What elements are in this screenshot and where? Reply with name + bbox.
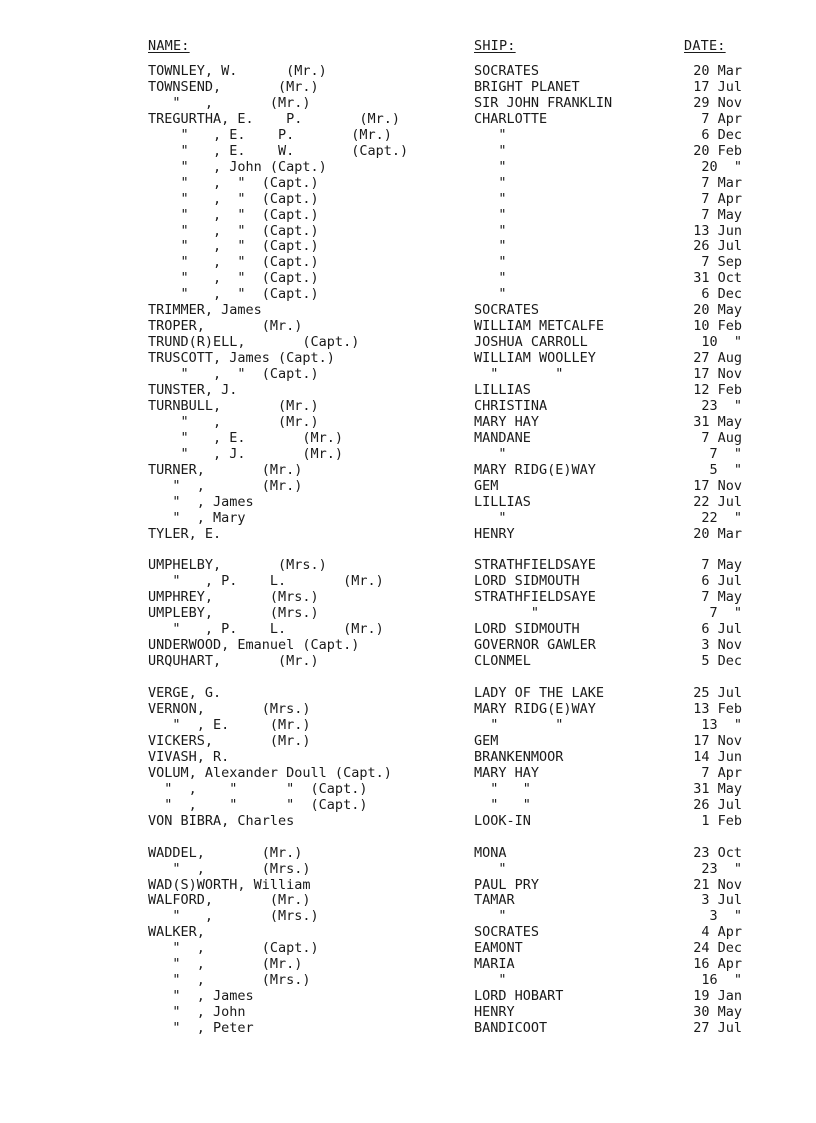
entry-date: 7 Sep [701, 254, 742, 271]
entry-ship: " [474, 605, 540, 622]
entry-ship: SOCRATES [474, 63, 540, 79]
entry-ship: HENRY [474, 1004, 515, 1021]
column-header-date: DATE: [684, 38, 726, 54]
entry-date: 21 Nov [693, 876, 742, 893]
entry-date: 7 May [701, 589, 742, 606]
entry-date: 7 Apr [701, 764, 742, 781]
entry-date: 12 Feb [693, 382, 742, 398]
entry-date: 20 Feb [693, 142, 742, 159]
table-row [0, 733, 816, 749]
entry-ship: " [474, 190, 507, 207]
entry-name: " , (Mrs.) [148, 860, 311, 877]
table-row [0, 430, 816, 446]
entry-date: 5 Dec [701, 653, 742, 670]
entry-ship: LADY OF THE LAKE [474, 685, 605, 702]
entry-ship: LORD HOBART [474, 988, 564, 1005]
entry-date: 6 Jul [701, 621, 742, 638]
entry-name: UMPLEBY, (Mrs.) [148, 605, 319, 622]
entry-ship: PAUL PRY [474, 876, 540, 893]
table-row [0, 414, 816, 430]
entry-name: " , " (Capt.) [148, 206, 319, 223]
column-header-ship: SHIP: [474, 38, 516, 54]
entry-date: 6 Jul [701, 573, 742, 590]
entry-ship: " [474, 908, 507, 925]
table-row [0, 318, 816, 334]
entry-ship: CHARLOTTE [474, 110, 548, 127]
entry-date: 7 Mar [701, 174, 742, 191]
table-row [0, 270, 816, 286]
entry-name: " , Mary [148, 509, 246, 526]
entry-date: 22 " [701, 509, 742, 526]
table-row [0, 749, 816, 765]
entry-ship: WILLIAM METCALFE [474, 318, 605, 335]
entry-name: WALKER, [148, 924, 205, 941]
entry-ship: BRIGHT PLANET [474, 79, 580, 95]
entry-ship: LOOK-IN [474, 812, 531, 829]
entry-ship: " " [474, 717, 564, 733]
entry-name: TURNBULL, (Mr.) [148, 397, 319, 414]
entry-name: WADDEL, (Mr.) [148, 844, 303, 861]
table-row [0, 988, 816, 1004]
entry-ship: MARY HAY [474, 413, 540, 430]
entry-date: 3 Jul [701, 892, 742, 909]
entry-name: UMPHREY, (Mrs.) [148, 589, 319, 606]
entry-date: 26 Jul [693, 238, 742, 255]
entry-ship: SOCRATES [474, 924, 540, 941]
entry-ship: " [474, 972, 507, 989]
entry-name: " , Peter [148, 1020, 254, 1036]
entry-ship: " [474, 174, 507, 191]
entry-name: TUNSTER, J. [148, 382, 238, 398]
table-row [0, 924, 816, 940]
entry-ship: " [474, 860, 507, 877]
entry-name: " , (Mrs.) [148, 972, 311, 989]
table-row [0, 79, 816, 95]
entry-date: 7 Aug [701, 429, 742, 446]
table-row [0, 238, 816, 254]
entry-name: " , J. (Mr.) [148, 445, 344, 462]
entry-date: 7 May [701, 557, 742, 574]
table-row [0, 159, 816, 175]
entry-ship: " [474, 286, 507, 303]
entry-date: 10 Feb [693, 318, 742, 335]
entry-name: " , (Mr.) [148, 94, 311, 111]
entry-date: 17 Nov [693, 366, 742, 382]
table-row [0, 175, 816, 191]
table-row [0, 717, 816, 733]
table-row [0, 111, 816, 127]
table-row [0, 191, 816, 207]
entry-ship: " " [474, 366, 564, 382]
entry-name: VIVASH, R. [148, 748, 230, 765]
table-row [0, 143, 816, 159]
entry-date: 20 " [701, 158, 742, 175]
entry-ship: SIR JOHN FRANKLIN [474, 94, 613, 111]
entry-ship: TAMAR [474, 892, 515, 909]
entry-date: 23 " [701, 860, 742, 877]
entry-date: 7 " [709, 445, 742, 462]
entry-name: " , John (Capt.) [148, 158, 327, 175]
entry-date: 5 " [709, 461, 742, 478]
entry-name: TRIMMER, James [148, 302, 262, 319]
entry-date: 31 May [693, 413, 742, 430]
entry-name: TURNER, (Mr.) [148, 461, 303, 478]
table-row [0, 494, 816, 510]
entry-ship: LORD SIDMOUTH [474, 573, 580, 590]
table-row [0, 797, 816, 813]
entry-date: 16 " [701, 972, 742, 989]
table-row [0, 908, 816, 924]
entry-date: 3 Nov [701, 637, 742, 654]
entry-ship: " [474, 142, 507, 159]
entry-ship: LILLIAS [474, 493, 531, 510]
table-row [0, 956, 816, 972]
entry-name: " , (Mr.) [148, 477, 303, 494]
table-row [0, 637, 816, 653]
entry-date: 26 Jul [693, 796, 742, 813]
entry-date: 22 Jul [693, 493, 742, 510]
entry-ship: " [474, 238, 507, 255]
entry-date: 7 Apr [701, 190, 742, 207]
entry-name: TROPER, (Mr.) [148, 318, 303, 335]
entry-date: 6 Dec [701, 126, 742, 143]
entry-ship: " [474, 126, 507, 143]
entry-date: 7 " [709, 605, 742, 622]
entry-name: " , (Mr.) [148, 413, 319, 430]
entry-ship: LORD SIDMOUTH [474, 621, 580, 638]
entry-date: 13 Jun [693, 222, 742, 239]
entry-ship: " [474, 254, 507, 271]
table-row [0, 557, 816, 573]
entry-date: 16 Apr [693, 956, 742, 973]
table-row [0, 398, 816, 414]
entry-name: " , " (Capt.) [148, 190, 319, 207]
table-row [0, 127, 816, 143]
entry-ship: CLONMEL [474, 653, 531, 670]
entry-ship: MARIA [474, 956, 515, 973]
entry-date: 17 Nov [693, 732, 742, 749]
entry-ship: " [474, 206, 507, 223]
table-row [0, 462, 816, 478]
entry-date: 30 May [693, 1004, 742, 1021]
table-row [0, 1004, 816, 1020]
entry-name: TRUND(R)ELL, (Capt.) [148, 334, 360, 351]
table-row [0, 223, 816, 239]
table-row [0, 940, 816, 956]
entry-name: " , " " (Capt.) [148, 796, 368, 813]
entry-name: UMPHELBY, (Mrs.) [148, 557, 327, 574]
entry-name: " , " (Capt.) [148, 254, 319, 271]
table-row [0, 972, 816, 988]
table-row [0, 781, 816, 797]
entry-name: VERGE, G. [148, 685, 222, 702]
entry-date: 31 May [693, 780, 742, 797]
entry-name: TOWNSEND, (Mr.) [148, 79, 319, 95]
table-row [0, 653, 816, 669]
table-row [0, 478, 816, 494]
entry-name: " , P. L. (Mr.) [148, 621, 384, 638]
entry-name: WALFORD, (Mr.) [148, 892, 311, 909]
entry-ship: MARY RIDG(E)WAY [474, 461, 596, 478]
entry-name: VICKERS, (Mr.) [148, 732, 311, 749]
entry-ship: SOCRATES [474, 302, 540, 319]
entry-date: 19 Jan [693, 988, 742, 1005]
table-row [0, 382, 816, 398]
entry-date: 27 Aug [693, 350, 742, 367]
entry-name: " , " (Capt.) [148, 270, 319, 287]
entry-ship: MONA [474, 844, 507, 861]
entry-name: " , " (Capt.) [148, 286, 319, 303]
entry-name: " , " (Capt.) [148, 222, 319, 239]
table-row [0, 366, 816, 382]
table-row [0, 685, 816, 701]
entry-date: 17 Jul [693, 79, 742, 95]
entry-date: 17 Nov [693, 477, 742, 494]
entry-name: " , (Capt.) [148, 940, 319, 957]
entry-date: 29 Nov [693, 94, 742, 111]
table-row [0, 95, 816, 111]
table-row [0, 254, 816, 270]
entry-date: 7 May [701, 206, 742, 223]
entry-ship: MARY HAY [474, 764, 540, 781]
entry-ship: CHRISTINA [474, 397, 548, 414]
table-row [0, 813, 816, 829]
entry-ship: GOVERNOR GAWLER [474, 637, 596, 654]
entry-ship: " [474, 270, 507, 287]
table-row [0, 589, 816, 605]
table-row [0, 621, 816, 637]
entry-name: " , John [148, 1004, 246, 1021]
entry-name: " , (Mrs.) [148, 908, 319, 925]
entry-date: 10 " [701, 334, 742, 351]
table-row [0, 63, 816, 79]
entry-date: 27 Jul [693, 1020, 742, 1036]
entry-name: TOWNLEY, W. (Mr.) [148, 63, 327, 79]
entry-ship: BANDICOOT [474, 1020, 548, 1036]
table-row [0, 207, 816, 223]
entry-name: WAD(S)WORTH, William [148, 876, 311, 893]
entry-ship: GEM [474, 732, 499, 749]
entry-ship: " [474, 509, 507, 526]
entry-ship: MANDANE [474, 429, 531, 446]
entry-ship: EAMONT [474, 940, 523, 957]
entry-ship: MARY RIDG(E)WAY [474, 701, 596, 717]
entry-date: 24 Dec [693, 940, 742, 957]
entry-name: " , " (Capt.) [148, 366, 319, 382]
table-row [0, 845, 816, 861]
entry-name: " , E. W. (Capt.) [148, 142, 409, 159]
table-row [0, 765, 816, 781]
entry-name: TREGURTHA, E. P. (Mr.) [148, 110, 400, 127]
entry-date: 20 Mar [693, 63, 742, 79]
entry-ship: BRANKENMOOR [474, 748, 564, 765]
entry-name: TYLER, E. [148, 525, 222, 542]
table-row [0, 1020, 816, 1036]
entry-name: TRUSCOTT, James (Capt.) [148, 350, 335, 367]
entry-date: 4 Apr [701, 924, 742, 941]
table-row [0, 286, 816, 302]
entry-date: 31 Oct [693, 270, 742, 287]
entry-name: " , " (Capt.) [148, 238, 319, 255]
entry-date: 1 Feb [701, 812, 742, 829]
entry-ship: " " [474, 780, 531, 797]
entry-name: " , E. (Mr.) [148, 429, 344, 446]
entry-ship: STRATHFIELDSAYE [474, 589, 596, 606]
entry-name: VOLUM, Alexander Doull (Capt.) [148, 764, 392, 781]
entry-date: 13 Feb [693, 701, 742, 717]
entry-name: VERNON, (Mrs.) [148, 701, 311, 717]
entry-date: 20 Mar [693, 525, 742, 542]
entry-ship: " [474, 158, 507, 175]
entry-ship: " [474, 222, 507, 239]
entry-date: 6 Dec [701, 286, 742, 303]
entry-ship: " " [474, 796, 531, 813]
table-row [0, 302, 816, 318]
entry-name: " , " (Capt.) [148, 174, 319, 191]
column-header-name: NAME: [148, 38, 190, 54]
table-row [0, 350, 816, 366]
entry-name: " , " " (Capt.) [148, 780, 368, 797]
table-row [0, 510, 816, 526]
entry-name: " , (Mr.) [148, 956, 303, 973]
entry-ship: STRATHFIELDSAYE [474, 557, 596, 574]
entry-name: " , P. L. (Mr.) [148, 573, 384, 590]
entry-date: 25 Jul [693, 685, 742, 702]
entry-name: VON BIBRA, Charles [148, 812, 295, 829]
entry-date: 13 " [701, 717, 742, 733]
entry-name: " , E. (Mr.) [148, 717, 311, 733]
entry-name: " , E. P. (Mr.) [148, 126, 392, 143]
entry-ship: WILLIAM WOOLLEY [474, 350, 596, 367]
entry-date: 14 Jun [693, 748, 742, 765]
entry-name: UNDERWOOD, Emanuel (Capt.) [148, 637, 360, 654]
entry-date: 23 Oct [693, 844, 742, 861]
entry-ship: GEM [474, 477, 499, 494]
table-row [0, 877, 816, 893]
entry-ship: JOSHUA CARROLL [474, 334, 588, 351]
entry-ship: LILLIAS [474, 382, 531, 398]
table-row [0, 605, 816, 621]
entry-date: 3 " [709, 908, 742, 925]
table-row [0, 526, 816, 542]
entry-ship: HENRY [474, 525, 515, 542]
entry-date: 23 " [701, 397, 742, 414]
entry-date: 20 May [693, 302, 742, 319]
table-row [0, 334, 816, 350]
entry-ship: " [474, 445, 507, 462]
table-row [0, 892, 816, 908]
table-row [0, 573, 816, 589]
table-row [0, 701, 816, 717]
entry-name: " , James [148, 988, 254, 1005]
table-row [0, 446, 816, 462]
entry-name: " , James [148, 493, 254, 510]
entry-date: 7 Apr [701, 110, 742, 127]
entry-name: URQUHART, (Mr.) [148, 653, 319, 670]
table-row [0, 861, 816, 877]
